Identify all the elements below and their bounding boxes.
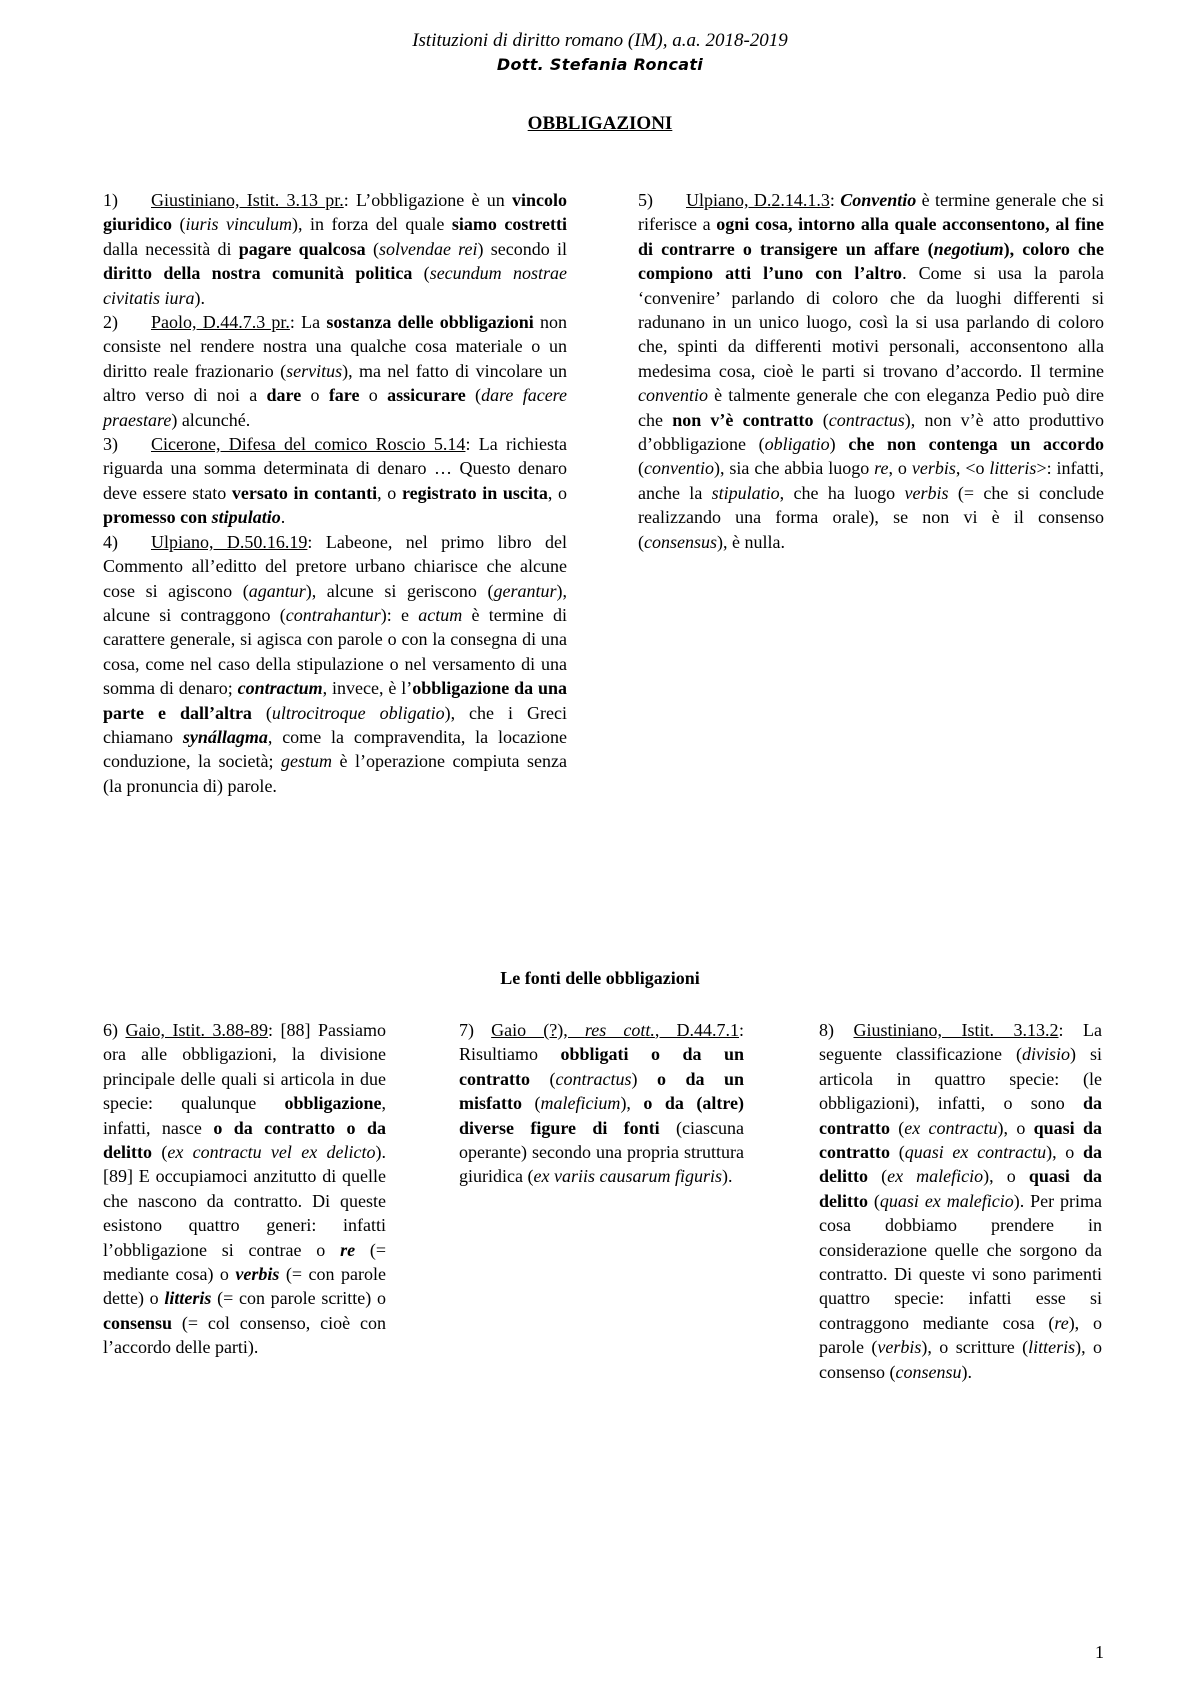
column-sources-2 [459,1018,744,1189]
passage-2: 2) Paolo, D.44.7.3 pr.: La sostanza delle obbligazioni non consiste nel rendere nostra una qualche cosa materiale o un diritto reale frazionario (servitus), ma nel fatto di vincolare un altro verso di noi a dare o fare o assicurare (dare facere praestare) alcunché. [103,312,568,430]
page-title: OBBLIGAZIONI [527,113,673,134]
course-header: Istituzioni di diritto romano (IM), a.a. 2018-2019 [412,30,788,51]
passage-3: 3) Cicerone, Difesa del comico Roscio 5.14: La richiesta riguarda una somma determinata di denaro … Questo denaro deve essere stato versato in contanti, o registrato in uscita, o promesso con stipulatio. [103,434,568,528]
column-left [103,188,567,798]
passage-4: 4) Ulpiano, D.50.16.19: Labeone, nel primo libro del Commento all’editto del pretore urbano chiarisce che alcune cose si agiscono (agantur), alcune si geriscono (gerantur), alcune si contraggono (contrahantur): e actum è termine di carattere generale, si agisca con parole o con la consegna di una cosa, come nel caso della stipulazione o nel versamento di una somma di denaro; contractum, invece, è l’obbligazione da una parte e dall’altra (ultrocitroque obligatio), che i Greci chiamano synállagma, come la compravendita, la locazione conduzione, la società; gestum è l’operazione compiuta senza (la pronuncia di) parole. [103,531,568,796]
passage-6: 6) Gaio, Istit. 3.88-89: [88] Passiamo ora alle obbligazioni, la divisione principale delle quali si articola in due specie: qualunque obbligazione, infatti, nasce o da contratto o da delitto (ex contractu vel ex delicto). [89] E occupiamoci anzitutto di quelle che nascono da contratto. Di queste esistono quattro generi: infatti l’obbligazione si contrae o re (= mediante cosa) o verbis (= con parole dette) o litteris (= con parole scritte) o consensu (= col consenso, cioè con l’accordo delle parti). [103,1020,387,1358]
page-number: 1 [1095,1642,1104,1662]
column-sources-3 [819,1018,1102,1384]
passage-5: 5) Ulpiano, D.2.14.1.3: Conventio è termine generale che si riferisce a ogni cosa, intorno alla quale acconsentono, al fine di contrarre o transigere un affare (negotium), coloro che compiono atti l’uno con l’altro. Come si usa la parola ‘convenire’ parlando di coloro che da luoghi differenti si radunano in un unico luogo, così la si usa parlando di coloro che, spinti da differenti motivi personali, acconsentono alla medesima cosa, cioè le parti si trovano d’accordo. Il termine conventio è talmente generale che con eleganza Pedio può dire che non v’è contratto (contractus), non v’è atto produttivo d’obbligazione (obligatio) che non contenga un accordo (conventio), sia che abbia luogo re, o verbis, <o litteris>: infatti, anche la stipulatio, che ha luogo verbis (= che si conclude realizzando una forma orale), se non vi è il consenso (consensus), è nulla. [638,190,1105,552]
lecturer-name: Dott. Stefania Roncati [496,55,704,74]
passage-1: 1) Giustiniano, Istit. 3.13 pr.: L’obbligazione è un vincolo giuridico (iuris vinculum), in forza del quale siamo costretti dalla necessità di pagare qualcosa (solvendae rei) secondo il diritto della nostra comunità politica (secundum nostrae civitatis iura). [103,190,568,308]
passage-8: 8) Giustiniano, Istit. 3.13.2: La seguente classificazione (divisio) si articola in quattro specie: (le obbligazioni), infatti, o sono da contratto (ex contractu), o quasi da contratto (quasi ex contractu), o da delitto (ex maleficio), o quasi da delitto (quasi ex maleficio). Per prima cosa dobbiamo prendere in considerazione quelle che sorgono da contratto. Di queste vi sono parimenti quattro specie: infatti esse si contraggono mediante cosa (re), o parole (verbis), o scritture (litteris), o consenso (consensu). [819,1020,1103,1382]
section-title: Le fonti delle obbligazioni [500,968,700,988]
column-right [638,188,1104,554]
passage-7: 7) Gaio (?), res cott., D.44.7.1: Risultiamo obbligati o da un contratto (contractus) o da un misfatto (maleficium), o da (altre) diverse figure di fonti (ciascuna operante) secondo una propria struttura giuridica (ex variis causarum figuris). [459,1020,745,1187]
column-sources-1 [103,1018,386,1360]
